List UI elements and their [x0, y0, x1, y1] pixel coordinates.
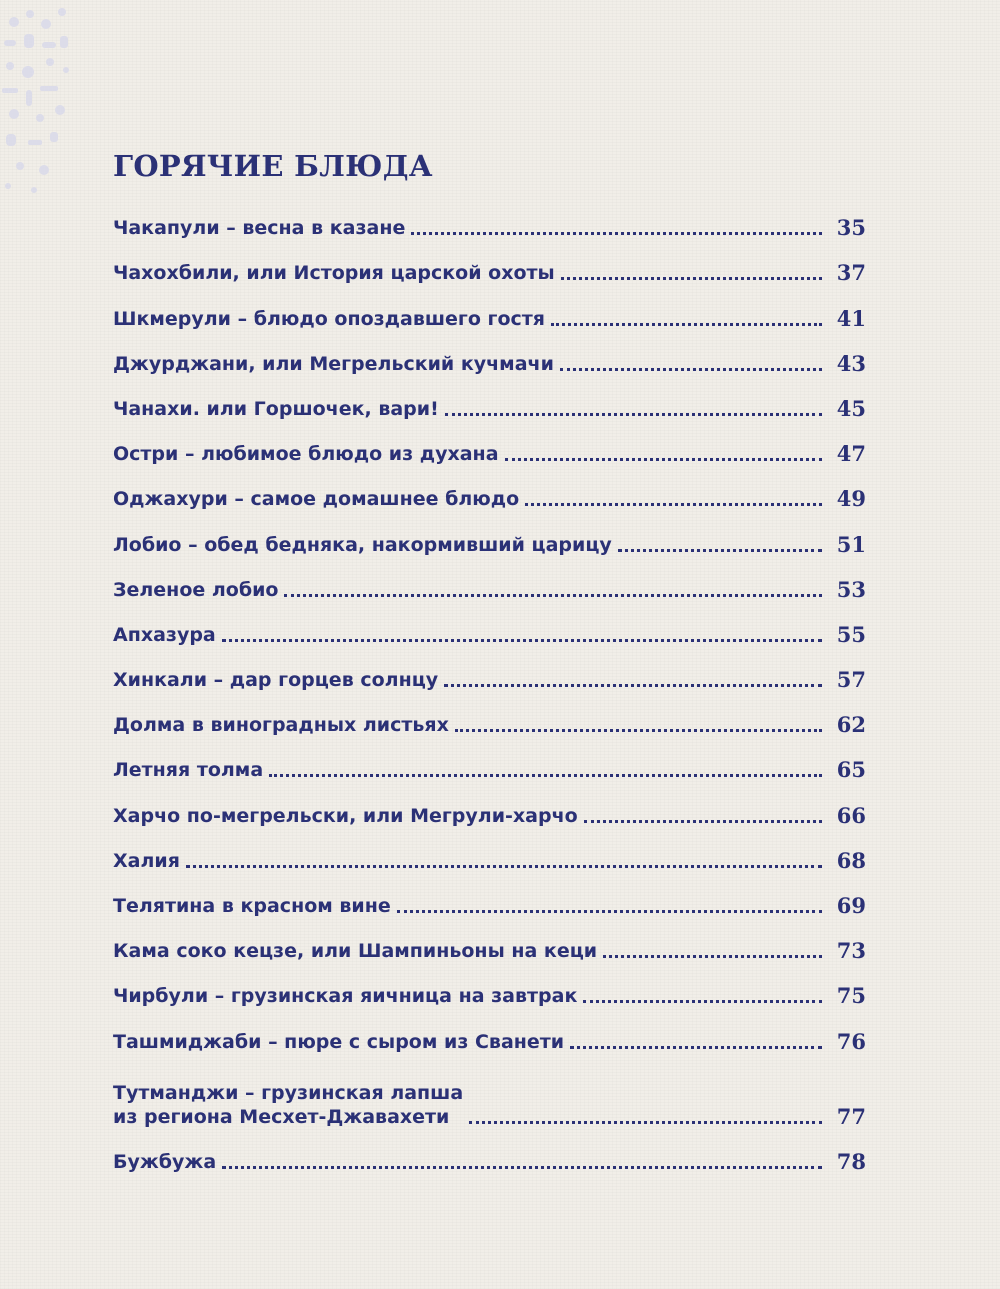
toc-entry-title: Летняя толма — [113, 759, 264, 782]
toc-entry[interactable] — [113, 923, 866, 968]
toc-entry-page-number: 37 — [836, 260, 866, 286]
dot-leader — [584, 820, 822, 823]
dot-leader — [222, 1166, 822, 1169]
toc-entry-title: Кама соко кецзе, или Шампиньоны на кеци — [113, 940, 598, 963]
toc-entry-page-number: 78 — [836, 1148, 866, 1174]
toc-entry[interactable] — [113, 878, 866, 923]
dot-leader — [411, 232, 822, 235]
toc-entry-page-number: 49 — [836, 486, 866, 512]
toc-entry-title: Бужбужа — [113, 1150, 217, 1173]
dot-leader — [618, 549, 822, 552]
toc-entry-title: Телятина в красном вине — [113, 895, 391, 917]
toc-entry[interactable] — [113, 697, 866, 742]
toc-entry-page-number: 76 — [836, 1028, 866, 1054]
toc-entry-title: Джурджани, или Мегрельский кучмачи — [113, 352, 554, 375]
toc-entry[interactable] — [113, 1059, 866, 1134]
toc-entry-page-number: 77 — [836, 1103, 866, 1129]
toc-entry-title: Зеленое лобио — [113, 578, 279, 601]
toc-entry[interactable] — [113, 290, 866, 335]
toc-entry-page-number: 53 — [836, 576, 866, 602]
section-title: ГОРЯЧИЕ БЛЮДА — [113, 149, 433, 183]
decorative-ornament-icon — [0, 0, 80, 200]
dot-leader — [603, 955, 822, 958]
toc-entry-page-number: 55 — [836, 621, 866, 647]
dot-leader — [561, 277, 822, 280]
dot-leader — [284, 594, 822, 597]
dot-leader — [186, 865, 822, 868]
toc-entry-page-number: 45 — [836, 395, 866, 421]
toc-entry-title: Апхазура — [113, 623, 216, 646]
toc-entry[interactable] — [113, 1134, 866, 1179]
toc-entry[interactable] — [113, 968, 866, 1013]
toc-entry[interactable] — [113, 1013, 866, 1058]
toc-entry-title: Оджахури – самое домашнее блюдо — [113, 488, 520, 511]
toc-entry[interactable] — [113, 562, 866, 607]
dot-leader — [444, 684, 822, 687]
dot-leader — [583, 1000, 822, 1003]
dot-leader — [551, 323, 822, 326]
toc-entry[interactable] — [113, 607, 866, 652]
toc-entry-title: Шкмерули – блюдо опоздавшего гостя — [113, 307, 545, 330]
toc-entry-page-number: 62 — [836, 712, 866, 738]
toc-entry[interactable] — [113, 245, 866, 290]
toc-entry-title: Харчо по-мегрельски, или Мегрули-харчо — [113, 804, 578, 827]
dot-leader — [397, 910, 822, 913]
toc-entry[interactable] — [113, 426, 866, 471]
dot-leader — [445, 413, 822, 416]
toc-entry-title: Чанахи. или Горшочек, вари! — [113, 397, 439, 420]
toc-entry-page-number: 69 — [836, 893, 866, 918]
toc-entry[interactable] — [113, 336, 866, 381]
toc-entry-page-number: 43 — [836, 350, 866, 376]
toc-entry-title: Ташмиджаби – пюре с сыром из Сванети — [113, 1030, 565, 1053]
dot-leader — [269, 774, 822, 777]
toc-entry-title: Чахохбили, или История царской охоты — [113, 262, 555, 285]
toc-entry-page-number: 51 — [836, 531, 866, 557]
toc-entry[interactable] — [113, 381, 866, 426]
dot-leader — [505, 458, 822, 461]
toc-entry[interactable] — [113, 742, 866, 787]
toc-entry-title: Долма в виноградных листьях — [113, 714, 449, 737]
toc-entry-title: Тутманджи – грузинская лапша из региона Месхет-Джавахети — [113, 1081, 464, 1128]
toc-entry-page-number: 41 — [836, 305, 866, 331]
toc-entry-page-number: 73 — [836, 938, 866, 964]
toc-entry-title: Хинкали – дар горцев солнцу — [113, 669, 439, 692]
toc-entry[interactable] — [113, 652, 866, 697]
dot-leader — [525, 503, 822, 506]
toc-entry-page-number: 75 — [836, 983, 866, 1009]
dot-leader — [469, 1121, 822, 1124]
toc-entry-page-number: 57 — [836, 667, 866, 693]
toc-entry[interactable] — [113, 200, 866, 245]
toc-entry-title: Халия — [113, 849, 180, 872]
toc-entry-title: Чирбули – грузинская яичница на завтрак — [113, 985, 578, 1008]
toc-entry-page-number: 47 — [836, 441, 866, 467]
toc-entry-title: Чакапули – весна в казане — [113, 217, 406, 240]
dot-leader — [455, 729, 822, 732]
dot-leader — [222, 639, 822, 642]
toc-entry-page-number: 65 — [836, 757, 866, 783]
dot-leader — [570, 1046, 822, 1049]
toc-entry[interactable] — [113, 833, 866, 878]
toc-entry[interactable] — [113, 471, 866, 516]
toc-entry[interactable] — [113, 516, 866, 561]
toc-entry[interactable] — [113, 787, 866, 832]
toc-entry-title: Лобио – обед бедняка, накормивший царицу — [113, 533, 612, 556]
toc-entry-page-number: 35 — [836, 215, 866, 241]
toc-entry-title: Остри – любимое блюдо из духана — [113, 443, 499, 466]
table-of-contents — [113, 200, 866, 1179]
toc-entry-page-number: 66 — [836, 802, 866, 828]
dot-leader — [560, 368, 822, 371]
toc-entry-page-number: 68 — [836, 847, 866, 873]
